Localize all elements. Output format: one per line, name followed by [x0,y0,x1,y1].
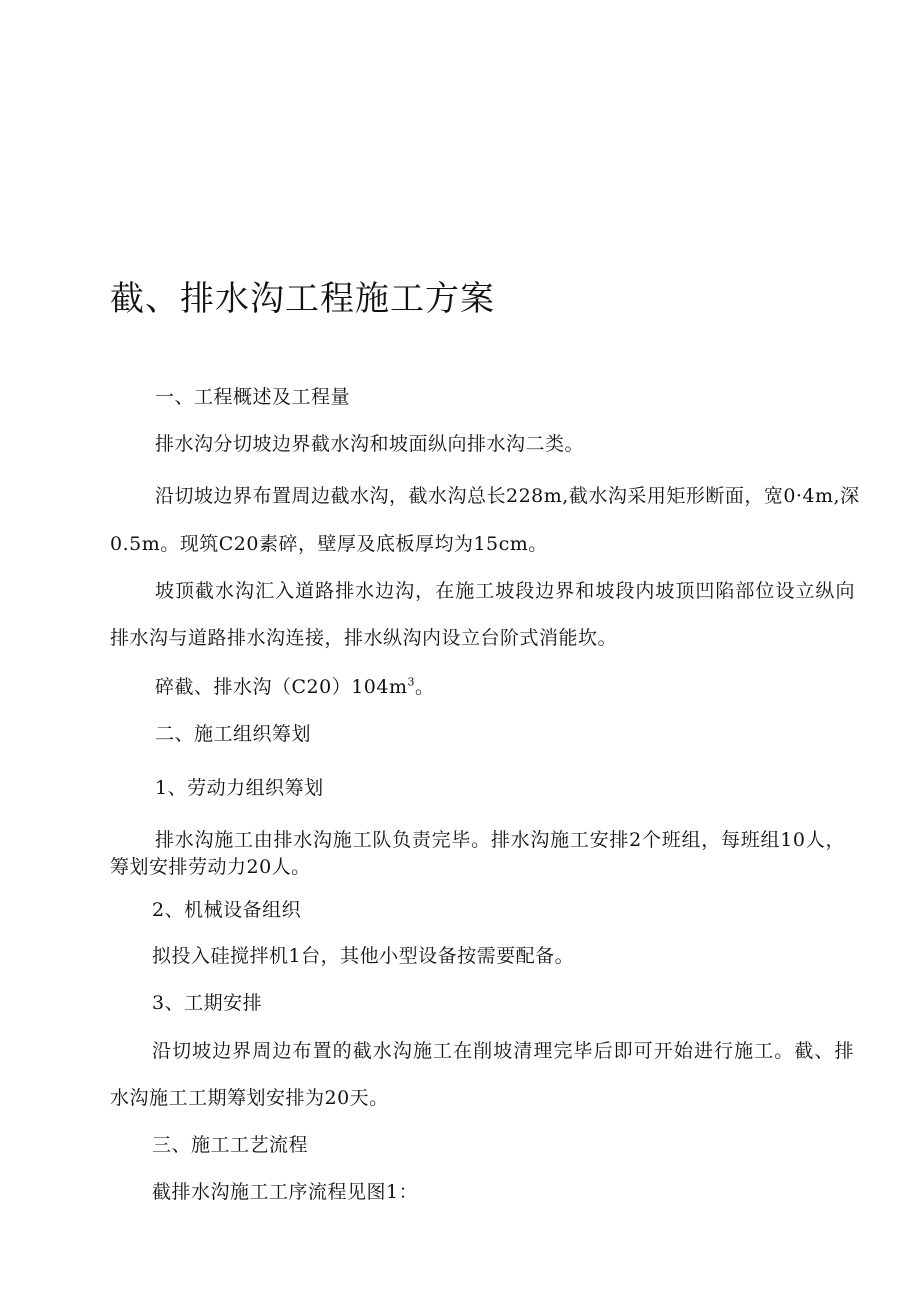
cubic-superscript: 3 [407,675,415,689]
section-1-paragraph-1: 排水沟分切坡边界截水沟和坡面纵向排水沟二类。 [155,433,585,455]
section-2-3-paragraph-line-1: 沿切坡边界周边布置的截水沟施工在削坡清理完毕后即可开始进行施工。截、排 [152,1040,854,1062]
section-3-heading: 三、施工工艺流程 [152,1134,309,1156]
section-2-2-paragraph: 拟投入硅搅拌机1台，其他小型设备按需要配备。 [152,945,575,967]
section-2-1-paragraph-line-1: 排水沟施工由排水沟施工队负责完毕。排水沟施工安排2个班组，每班组10人， [155,829,845,851]
section-2-3-heading: 3、工期安排 [152,992,263,1014]
quantity-period: 。 [415,676,435,698]
section-1-heading: 一、工程概述及工程量 [155,386,351,408]
page-title: 截、排水沟工程施工方案 [110,279,495,319]
section-2-heading: 二、施工组织筹划 [155,723,312,745]
section-1-paragraph-3-line-2: 排水沟与道路排水沟连接，排水纵沟内设立台阶式消能坎。 [110,627,618,649]
section-1-paragraph-3-line-1: 坡顶截水沟汇入道路排水边沟，在施工坡段边界和坡段内坡顶凹陷部位设立纵向 [155,580,855,602]
section-1-paragraph-2-line-2: 0.5m。现筑C20素碎，壁厚及底板厚均为15cm。 [110,533,548,555]
section-2-3-paragraph-line-2: 水沟施工工期筹划安排为20天。 [110,1087,389,1109]
quantity-text: 碎截、排水沟（C20）104m [155,676,408,698]
section-3-paragraph: 截排水沟施工工序流程见图1： [152,1181,419,1203]
section-2-2-heading: 2、机械设备组织 [152,899,302,921]
section-2-1-heading: 1、劳动力组织筹划 [155,777,324,799]
section-2-1-paragraph-line-2: 筹划安排劳动力20人。 [110,856,311,878]
section-1-paragraph-2-line-1: 沿切坡边界布置周边截水沟，截水沟总长228m,截水沟采用矩形断面，宽0·4m,深 [155,485,860,507]
section-1-paragraph-4 [155,675,435,699]
